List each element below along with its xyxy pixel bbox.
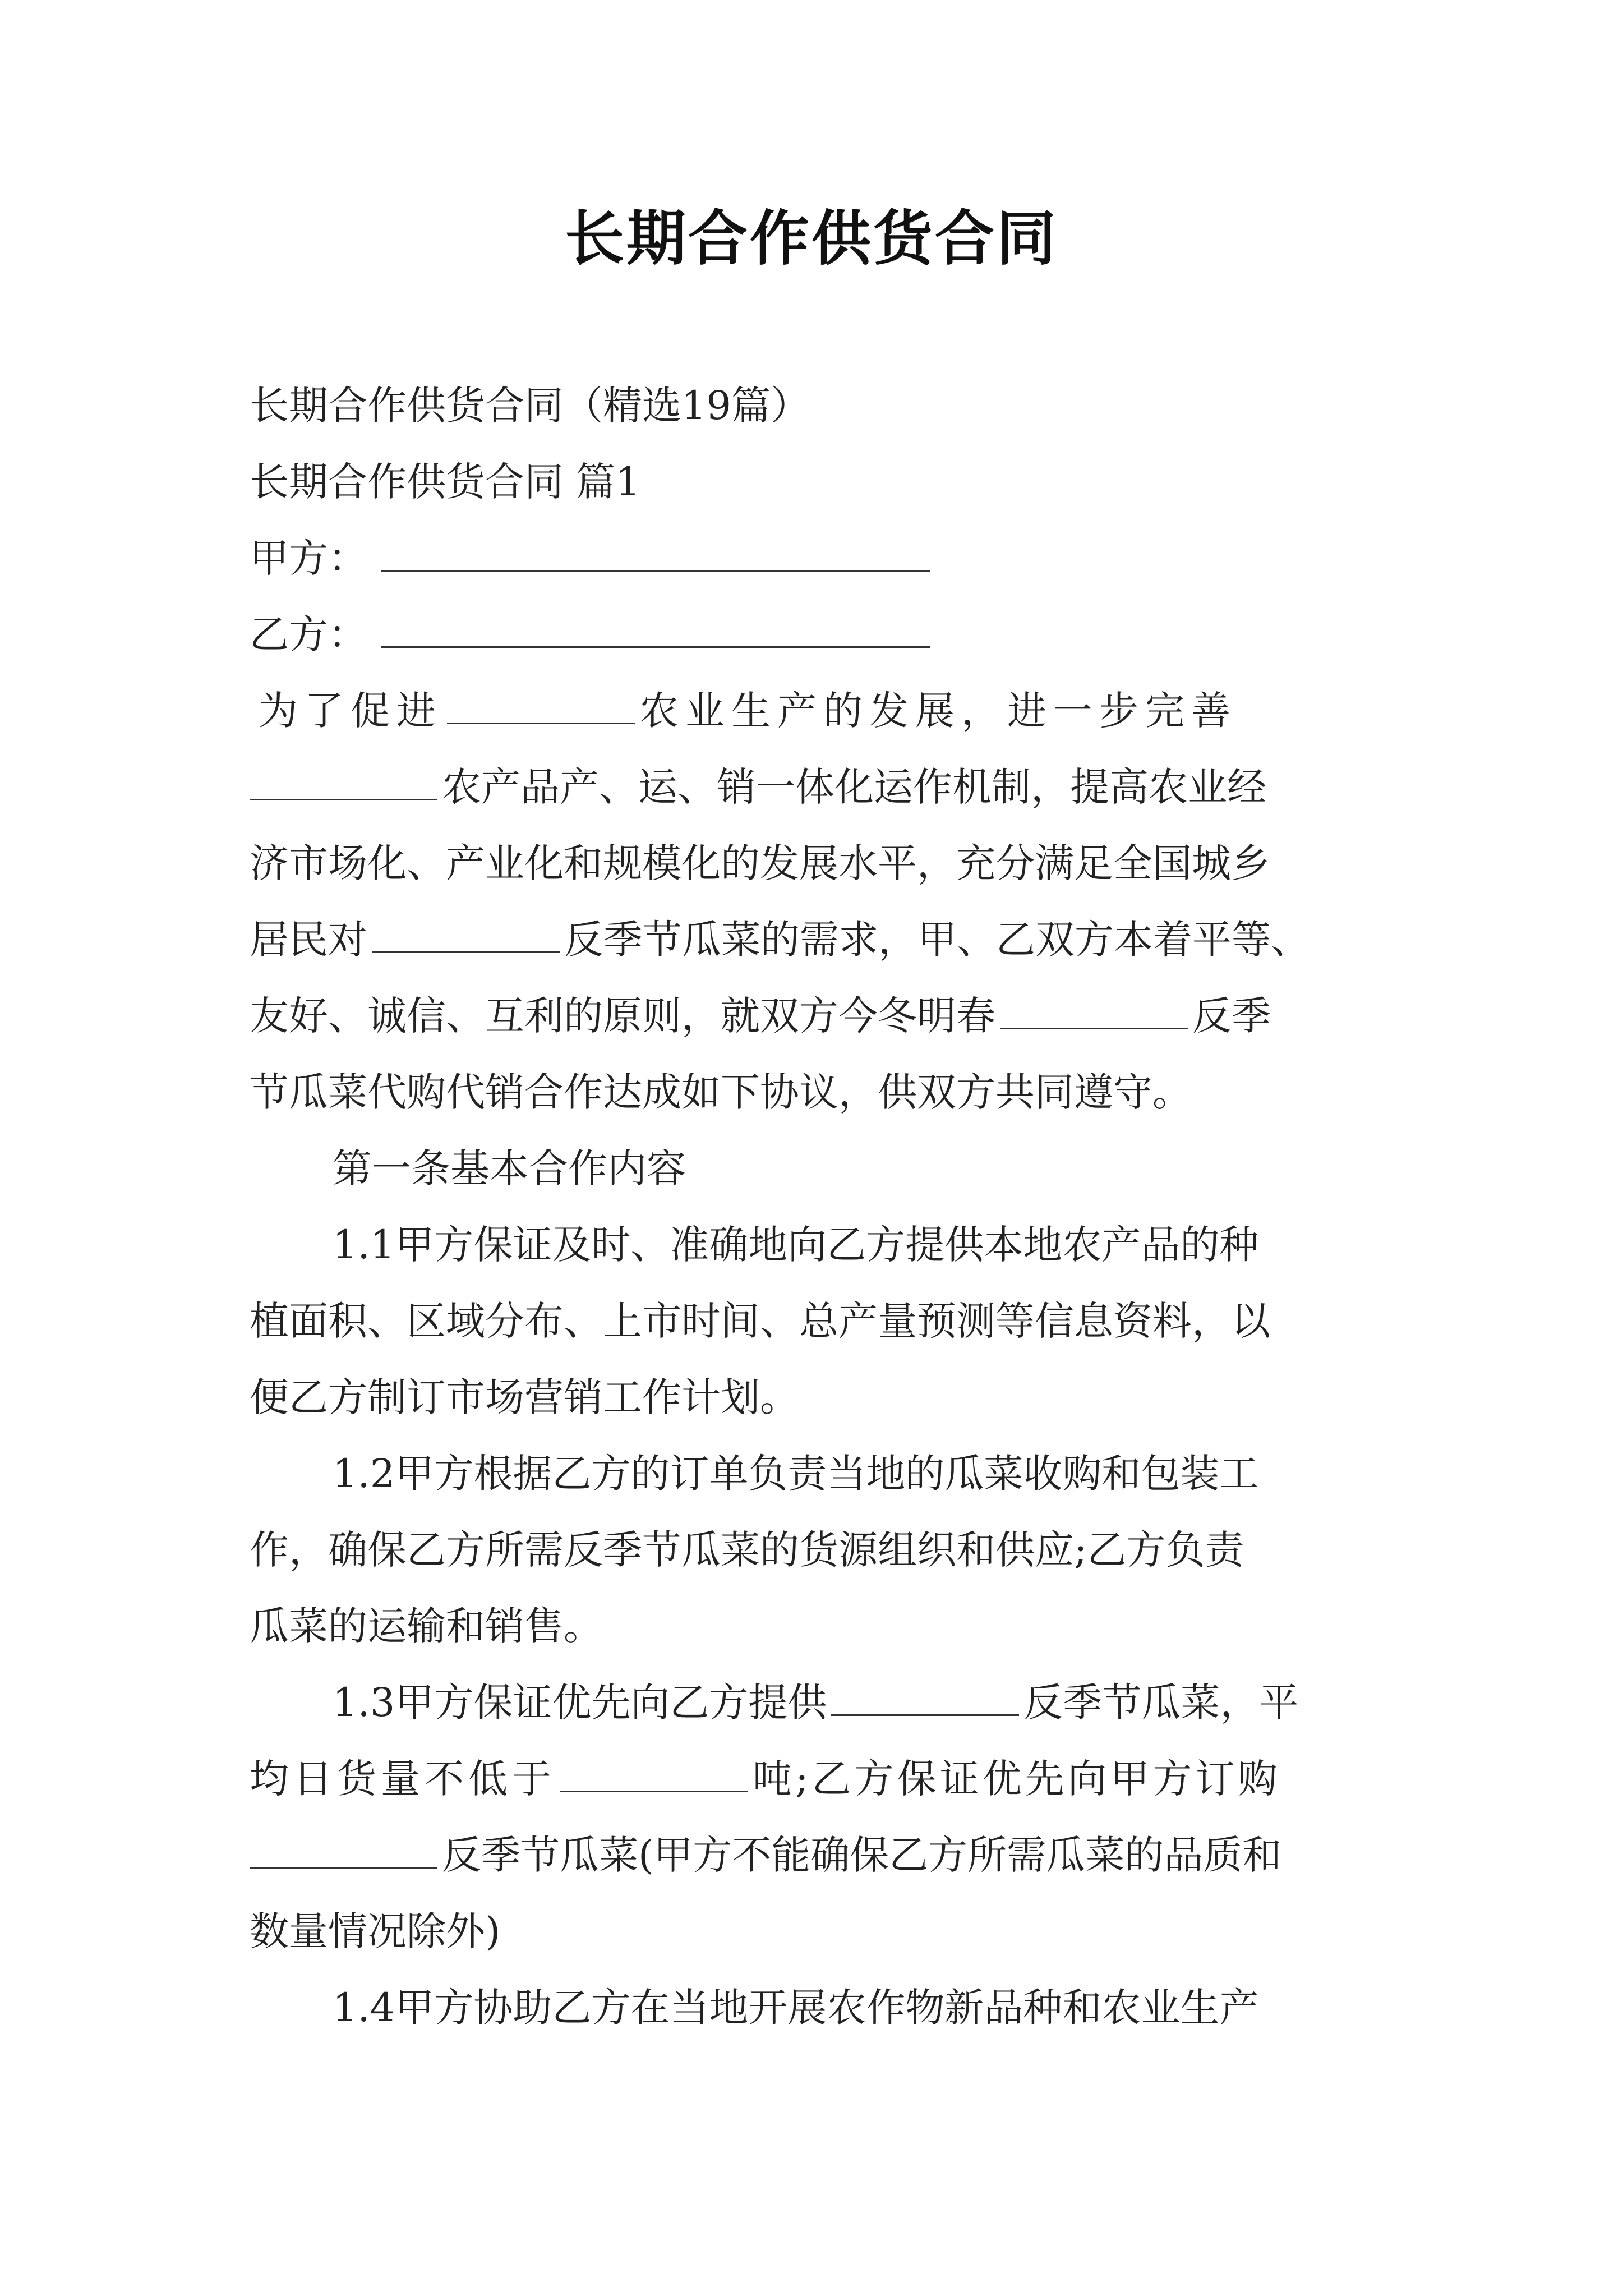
blank-field bbox=[372, 919, 560, 953]
intro-paragraph-line-1 bbox=[250, 673, 1382, 749]
intro-text: 居民对 bbox=[250, 917, 367, 963]
intro-paragraph-line-4 bbox=[250, 901, 1382, 978]
clause-text: 反季节瓜菜(甲方不能确保乙方所需瓜菜的品质和 bbox=[442, 1832, 1282, 1878]
party-b-blank bbox=[381, 614, 930, 648]
party-b-label: 乙方： bbox=[250, 611, 367, 657]
party-b-line bbox=[250, 596, 1382, 673]
party-a-line bbox=[250, 520, 1382, 596]
clause-1-3-line-3 bbox=[250, 1817, 1382, 1893]
clause-text: 均日货量不低于 bbox=[250, 1756, 556, 1802]
party-a-label: 甲方： bbox=[250, 535, 367, 581]
clause-1-4-line-1: 1.4甲方协助乙方在当地开展农作物新品种和农业生产 bbox=[333, 1985, 1259, 2031]
blank-field bbox=[250, 766, 437, 800]
document-subtitle: 长期合作供货合同（精选19篇） bbox=[250, 383, 810, 429]
clause-1-3-line-4: 数量情况除外) bbox=[250, 1908, 501, 1954]
intro-paragraph-line-6: 节瓜菜代购代销合作达成如下协议，供双方共同遵守。 bbox=[250, 1069, 1192, 1115]
clause-1-2-line-1: 1.2甲方根据乙方的订单负责当地的瓜菜收购和包装工 bbox=[333, 1451, 1259, 1497]
intro-text: 友好、诚信、互利的原则，就双方今冬明春 bbox=[250, 993, 995, 1039]
clause-text: 1.3甲方保证优先向乙方提供 bbox=[333, 1680, 827, 1726]
document-title: 长期合作供货合同 bbox=[565, 203, 1058, 273]
intro-text: 为了促进 bbox=[259, 688, 442, 734]
clause-1-3-line-2 bbox=[250, 1741, 1382, 1817]
clause-text: 反季节瓜菜，平 bbox=[1023, 1680, 1299, 1726]
clause-1-2-line-3: 瓜菜的运输和销售。 bbox=[250, 1603, 603, 1649]
section-heading: 长期合作供货合同 篇1 bbox=[250, 459, 640, 505]
intro-paragraph-line-3: 济市场化、产业化和规模化的发展水平，充分满足全国城乡 bbox=[250, 840, 1270, 886]
blank-field bbox=[250, 1834, 437, 1869]
intro-paragraph-line-5 bbox=[250, 978, 1382, 1054]
clause-1-1-line-2: 植面积、区域分布、上市时间、总产量预测等信息资料，以 bbox=[250, 1298, 1270, 1344]
clause-1-1-line-3: 便乙方制订市场营销工作计划。 bbox=[250, 1374, 799, 1420]
clause-1-3-line-1 bbox=[250, 1664, 1382, 1741]
blank-field bbox=[447, 690, 635, 724]
intro-text: 反季节瓜菜的需求，甲、乙双方本着平等、 bbox=[564, 917, 1310, 963]
article-1-heading: 第一条基本合作内容 bbox=[333, 1145, 686, 1191]
blank-field bbox=[560, 1758, 748, 1792]
clause-1-2-line-2: 作，确保乙方所需反季节瓜菜的货源组织和供应;乙方负责 bbox=[250, 1527, 1244, 1573]
blank-field bbox=[1000, 995, 1188, 1029]
clause-text: 吨;乙方保证优先向甲方订购 bbox=[753, 1756, 1281, 1802]
intro-paragraph-line-2 bbox=[250, 749, 1382, 825]
document-body bbox=[250, 367, 1382, 2046]
party-a-blank bbox=[381, 537, 930, 572]
intro-text: 反季 bbox=[1192, 993, 1271, 1039]
clause-1-1-line-1: 1.1甲方保证及时、准确地向乙方提供本地农产品的种 bbox=[333, 1222, 1259, 1268]
intro-text: 农产品产、运、销一体化运作机制，提高农业经 bbox=[442, 764, 1266, 810]
blank-field bbox=[831, 1682, 1019, 1716]
intro-text: 农业生产的发展，进一步完善 bbox=[639, 688, 1237, 734]
